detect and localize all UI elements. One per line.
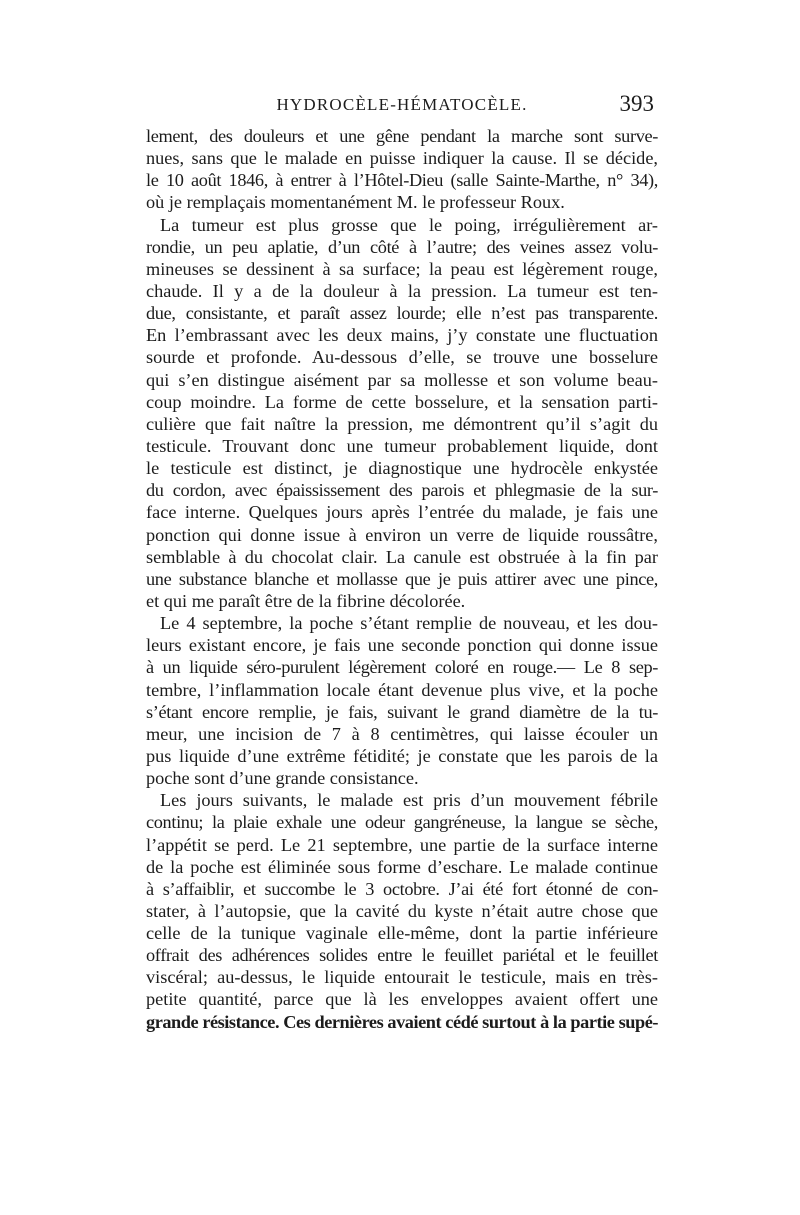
text-line: petite quantité, parce que là les enveloppes avaient offert une [146, 989, 658, 1010]
text-line: Le 4 septembre, la poche s’étant remplie de nouveau, et les dou- [160, 613, 658, 634]
text-line: s’étant encore remplie, je fais, suivant le grand diamètre de la tu- [146, 701, 658, 722]
text-line: une substance blanche et mollasse que je puis attirer avec une pince, [146, 568, 658, 589]
text-line: due, consistante, et paraît assez lourde; elle n’est pas transparente. [146, 303, 658, 324]
text-line: à s’affaiblir, et succombe le 3 octobre. J’ai été fort étonné de con- [146, 878, 658, 899]
text-line: à un liquide séro-purulent légèrement coloré en rouge.— Le 8 sep- [146, 657, 658, 678]
text-line: le 10 août 1846, à entrer à l’Hôtel-Dieu (salle Sainte-Marthe, n° 34), [146, 170, 658, 191]
text-line: culière que fait naître la pression, me démontrent qu’il s’agit du [146, 413, 658, 434]
text-line: poche sont d’une grande consistance. [146, 768, 419, 789]
text-line: de la poche est éliminée sous forme d’eschare. Le malade continue [146, 856, 658, 877]
body-text [146, 125, 658, 1033]
text-line: le testicule est distinct, je diagnostique une hydrocèle enkystée [146, 458, 658, 479]
text-line: continu; la plaie exhale une odeur gangréneuse, la langue se sèche, [146, 812, 658, 833]
text-line: testicule. Trouvant donc une tumeur probablement liquide, dont [146, 435, 658, 456]
text-line: stater, à l’autopsie, que la cavité du kyste n’était autre chose que [146, 900, 658, 921]
text-line: lement, des douleurs et une gêne pendant la marche sont surve- [146, 126, 658, 146]
text-line: l’appétit se perd. Le 21 septembre, une partie de la surface interne [146, 834, 658, 855]
text-line: et qui me paraît être de la fibrine décolorée. [146, 590, 466, 611]
text-line: nues, sans que le malade en puisse indiquer la cause. Il se décide, [146, 148, 658, 169]
running-title: HYDROCÈLE-HÉMATOCÈLE. [276, 95, 528, 114]
text-line: tembre, l’inflammation locale étant devenue plus vive, et la poche [146, 679, 658, 700]
text-line: mineuses se dessinent à sa surface; la peau est légèrement rouge, [146, 258, 658, 279]
text-line: qui s’en distingue aisément par sa mollesse et son volume beau- [146, 369, 658, 390]
text-line: coup moindre. La forme de cette bosselure, et la sensation parti- [146, 391, 658, 412]
text-line: La tumeur est plus grosse que le poing, irrégulièrement ar- [160, 214, 658, 235]
text-line: où je remplaçais momentanément M. le professeur Roux. [146, 192, 565, 213]
text-line: ponction qui donne issue à environ un verre de liquide roussâtre, [146, 524, 658, 545]
text-line: viscéral; au-dessus, le liquide entourait le testicule, mais en très- [146, 967, 658, 988]
text-line: face interne. Quelques jours après l’entrée du malade, je fais une [146, 502, 658, 523]
page-number: 393 [619, 91, 654, 116]
text-line: grande résistance. Ces dernières avaient cédé surtout à la partie supé- [146, 1011, 658, 1032]
text-line: rondie, un peu aplatie, d’un côté à l’autre; des veines assez volu- [146, 236, 658, 257]
text-line: En l’embrassant avec les deux mains, j’y constate une fluctuation [146, 325, 658, 346]
text-line: celle de la tunique vaginale elle-même, dont la partie inférieure [146, 923, 658, 944]
text-line: pus liquide d’une extrême fétidité; je constate que les parois de la [146, 745, 658, 766]
text-line: meur, une incision de 7 à 8 centimètres, qui laisse écouler un [146, 723, 658, 744]
text-line: sourde et profonde. Au-dessous d’elle, se trouve une bosselure [146, 347, 658, 368]
text-line: Les jours suivants, le malade est pris d’un mouvement fébrile [160, 790, 658, 811]
text-line: du cordon, avec épaississement des parois et phlegmasie de la sur- [146, 480, 658, 501]
text-line: chaude. Il y a de la douleur à la pression. La tumeur est ten- [146, 280, 658, 301]
text-line: semblable à du chocolat clair. La canule est obstruée à la fin par [146, 546, 658, 567]
running-header [148, 91, 656, 121]
text-line: leurs existant encore, je fais une seconde ponction qui donne issue [146, 635, 658, 656]
text-line: offrait des adhérences solides entre le feuillet pariétal et le feuillet [146, 945, 658, 966]
